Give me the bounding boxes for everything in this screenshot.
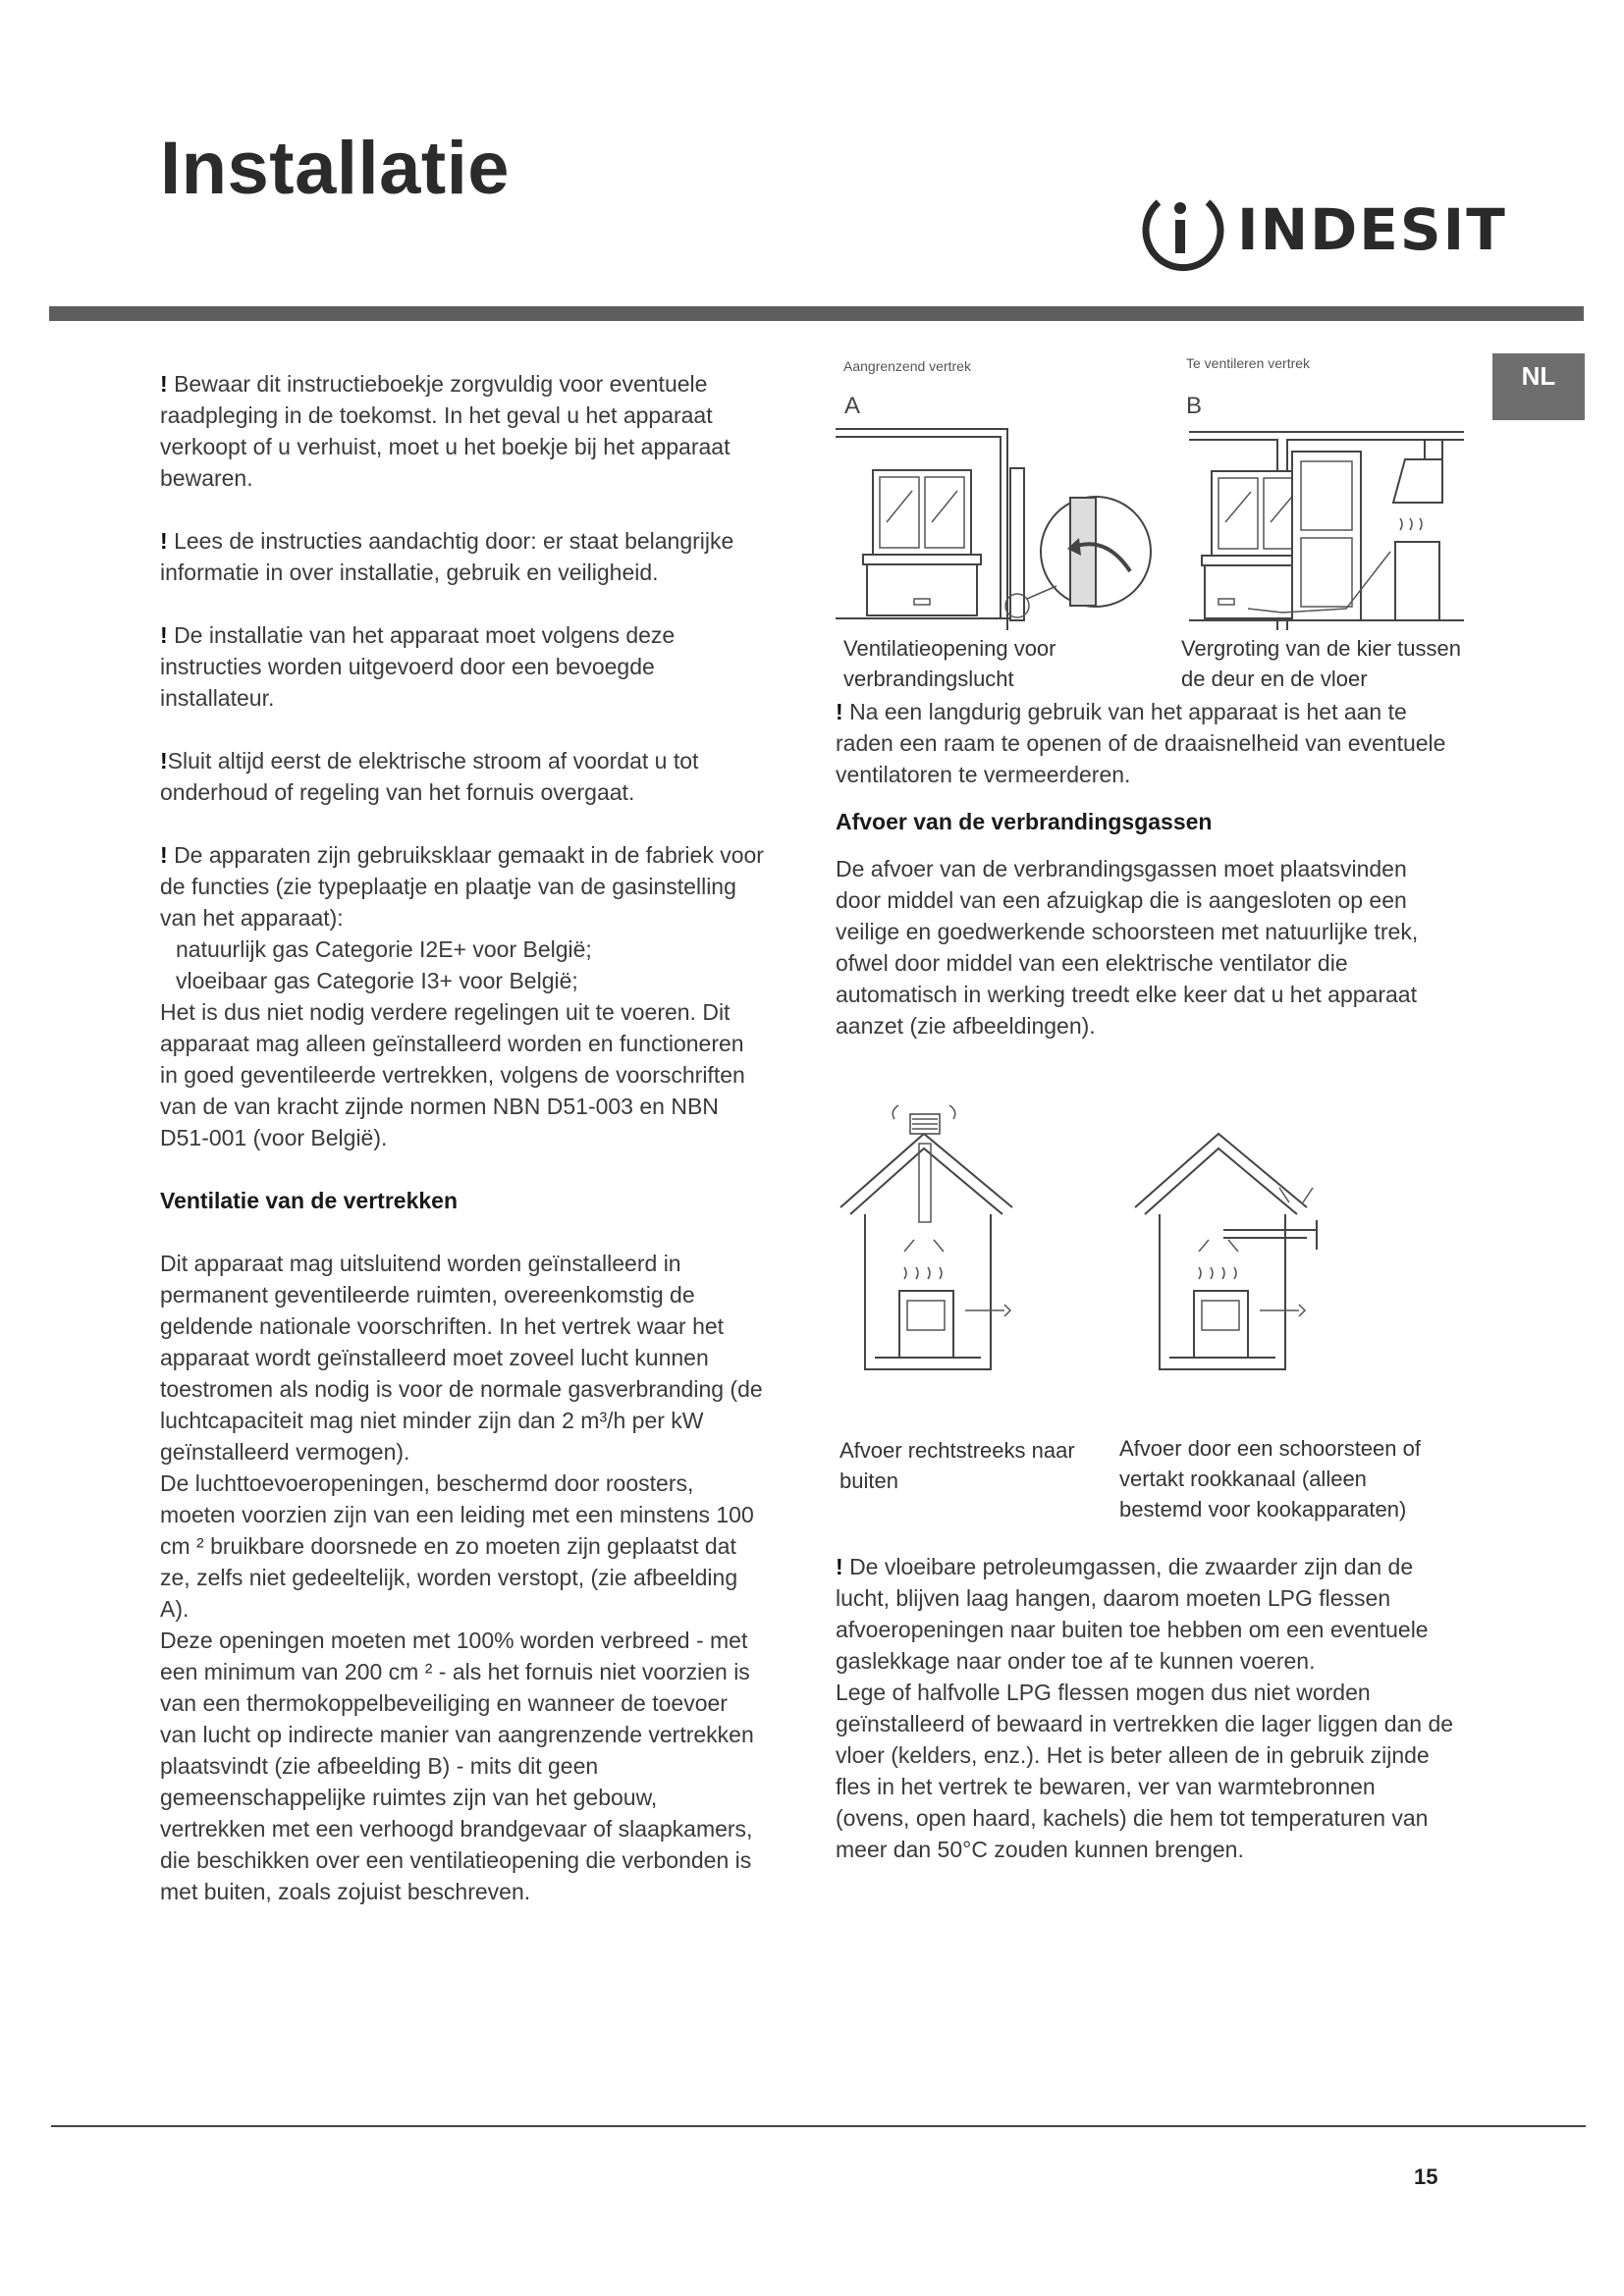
- header-divider: [49, 306, 1584, 321]
- house-caption-chimney: Afvoer door een schoorsteen of vertakt rookkanaal (alleen bestemd voor kookapparaten): [1119, 1436, 1421, 1522]
- paragraph: [836, 696, 1454, 790]
- list-item: natuurlijk gas Categorie I2E+ voor België;: [176, 936, 592, 962]
- paragraph: [160, 368, 767, 494]
- figure-letter-a: A: [844, 393, 861, 419]
- room-a-label: Aangrenzend vertrek: [843, 358, 971, 374]
- footer-divider: [51, 2125, 1586, 2127]
- ventilation-diagram: [836, 355, 1464, 630]
- list-item: vloeibaar gas Categorie I3+ voor België;: [176, 968, 578, 993]
- house-diagrams: [836, 1104, 1464, 1399]
- paragraph: [160, 745, 767, 808]
- paragraph: Deze openingen moeten met 100% worden verbreed - met een minimum van 200 cm ² - als het fornuis niet voorzien is van een thermokoppelbeveiliging en wanneer de toevoer van lucht op indirecte manier van aangrenzende vertrekken plaatsvindt (zie afbeelding B) - mits dit geen gemeenschappelijke ruimtes zijn van het gebouw, vertrekken met een verhoogd brandgevaar of slaapkamers, die beschikken over een ventilatieopening die verbonden is met buiten, zoals zojuist beschreven.: [160, 1628, 754, 1904]
- brand-name: INDESIT: [1237, 196, 1507, 263]
- paragraph: [160, 619, 767, 714]
- paragraph: De afvoer van de verbrandingsgassen moet plaatsvinden door middel van een afzuigkap die is aangesloten op een veilige en goedwerkende schoorsteen met natuurlijke trek, ofwel door middel van een elektrische ventilator die automatisch in werking treedt elke keer dat u het apparaat aanzet (zie afbeeldingen).: [836, 856, 1419, 1039]
- warning-mark: !: [160, 748, 168, 774]
- figure-b-caption: Vergroting van de kier tussen de deur en de vloer: [1181, 636, 1461, 691]
- paragraph-text: De apparaten zijn gebruiksklaar gemaakt in de fabriek voor de functies (zie typeplaatje en plaatje van de gasinstelling van het apparaat):: [160, 842, 764, 931]
- page-number: 15: [1414, 2164, 1438, 2189]
- paragraph-text: Na een langdurig gebruik van het apparaat is het aan te raden een raam te openen of de draaisnelheid van eventuele ventilatoren te vermeerderen.: [836, 699, 1446, 787]
- paragraph: Dit apparaat mag uitsluitend worden geïnstalleerd in permanent geventileerde ruimten, overeenkomstig de geldende nationale voorschriften. In het vertrek waar het apparaat wordt geïnstalleerd moet zoveel lucht kunnen toestromen als nodig is voor de normale gasverbranding (de luchtcapaciteit mag niet minder zijn dan 2 m³/h per kW geïnstalleerd vermogen).: [160, 1251, 763, 1465]
- brand-logo: [1119, 185, 1507, 273]
- paragraph: Het is dus niet nodig verdere regelingen uit te voeren. Dit apparaat mag alleen geïnstalleerd worden en functioneren in goed geventileerde vertrekken, volgens de voorschriften van de van kracht zijnde normen NBN D51-003 en NBN D51-001 (voor België).: [160, 999, 745, 1150]
- ventilation-figure: [836, 355, 1464, 694]
- exhaust-figures: [836, 1104, 1464, 1399]
- room-a-drawing: [836, 429, 1151, 630]
- paragraph: [160, 525, 767, 588]
- section-heading: Ventilatie van de vertrekken: [160, 1188, 458, 1213]
- house-direct-exhaust: [840, 1105, 1012, 1369]
- warning-mark: !: [160, 371, 168, 397]
- paragraph: [836, 1551, 1454, 1677]
- paragraph-text: Sluit altijd eerst de elektrische stroom af voordat u tot onderhoud of regeling van het fornuis overgaat.: [160, 748, 699, 805]
- paragraph: De luchttoevoeropeningen, beschermd door roosters, moeten voorzien zijn van een leiding met een minstens 100 cm ² bruikbare doorsnede en zo moeten zijn geplaatst dat ze, zelfs niet gedeeltelijk, worden verstopt, (zie afbeelding A).: [160, 1470, 754, 1622]
- warning-mark: !: [160, 528, 168, 554]
- paragraph: Lege of halfvolle LPG flessen mogen dus niet worden geïnstalleerd of bewaard in vertrekken die lager liggen dan de vloer (kelders, enz.). Het is beter alleen de in gebruik zijnde fles in het vertrek te bewaren, ver van warmtebronnen (ovens, open haard, kachels) die hem tot temperaturen van meer dan 50°C zouden kunnen brengen.: [836, 1680, 1454, 1862]
- language-tab: NL: [1492, 353, 1585, 420]
- warning-mark: !: [160, 622, 168, 648]
- indesit-logo-icon: [1119, 185, 1237, 273]
- paragraph-text: De installatie van het apparaat moet volgens deze instructies worden uitgevoerd door een bevoegde installateur.: [160, 622, 676, 711]
- room-b-drawing: [1189, 432, 1464, 630]
- figure-letter-b: B: [1186, 393, 1203, 419]
- paragraph: [160, 839, 767, 934]
- right-column: [836, 696, 1454, 1041]
- house-caption-direct: Afvoer rechtstreeks naar buiten: [839, 1438, 1075, 1493]
- right-column-lower: [836, 1551, 1454, 1865]
- figure-a-caption: Ventilatieopening voor verbrandingslucht: [843, 636, 1056, 691]
- paragraph-text: Lees de instructies aandachtig door: er staat belangrijke informatie in over installatie, gebruik en veiligheid.: [160, 528, 734, 585]
- warning-mark: !: [160, 842, 168, 868]
- paragraph-text: Bewaar dit instructieboekje zorgvuldig voor eventuele raadpleging in de toekomst. In het geval u het apparaat verkoopt of u verhuist, moet u het boekje bij het apparaat bewaren.: [160, 371, 731, 491]
- warning-mark: !: [836, 1554, 843, 1579]
- warning-mark: !: [836, 699, 843, 724]
- room-b-label: Te ventileren vertrek: [1186, 355, 1311, 371]
- section-heading: Afvoer van de verbrandingsgassen: [836, 809, 1213, 834]
- house-chimney-exhaust: [1135, 1134, 1317, 1369]
- paragraph-text: De vloeibare petroleumgassen, die zwaarder zijn dan de lucht, blijven laag hangen, daarom moeten LPG flessen afvoeropeningen naar buiten toe hebben om een eventuele gaslekkage naar onder toe af te kunnen voeren.: [836, 1554, 1429, 1674]
- page-title: Installatie: [160, 127, 511, 210]
- left-column: [160, 368, 767, 1907]
